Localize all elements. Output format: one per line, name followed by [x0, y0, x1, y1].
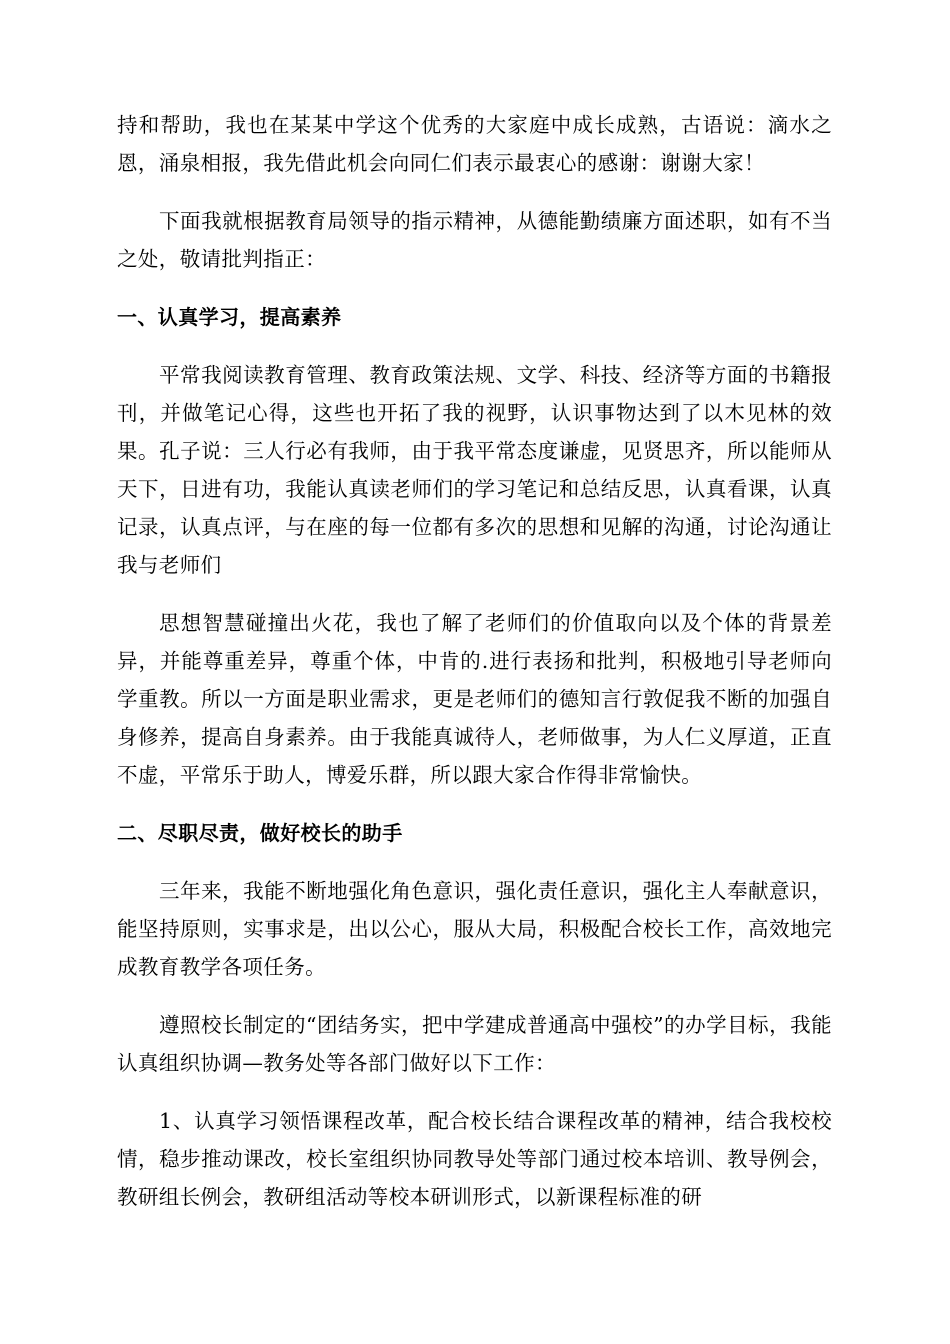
section-heading-1: 一、认真学习，提高素养	[117, 305, 342, 329]
paragraph-duty-1: 三年来，我能不断地强化角色意识，强化责任意识，强化主人奉献意识，能坚持原则，实事求是，出以公心，服从大局，积极配合校长工作，高效地完成教育教学各项任务。	[117, 879, 832, 979]
paragraph-continuation: 持和帮助，我也在某某中学这个优秀的大家庭中成长成熟，古语说：滴水之恩，涌泉相报，我先借此机会向同仁们表示最衷心的感谢：谢谢大家！	[117, 113, 832, 175]
paragraph-duty-2: 遵照校长制定的“团结务实，把中学建成普通高中强校”的办学目标，我能认真组织协调—教务处等各部门做好以下工作：	[117, 1013, 832, 1075]
paragraph-intro: 下面我就根据教育局领导的指示精神，从德能勤绩廉方面述职，如有不当之处，敬请批判指正：	[117, 209, 832, 271]
section-heading-2: 二、尽职尽责，做好校长的助手	[117, 821, 403, 845]
paragraph-study-1: 平常我阅读教育管理、教育政策法规、文学、科技、经济等方面的书籍报刊，并做笔记心得，这些也开拓了我的视野，认识事物达到了以木见林的效果。孔子说：三人行必有我师，由于我平常态度谦虚，见贤思齐，所以能师从天下，日进有功，我能认真读老师们的学习笔记和总结反思，认真看课，认真记录，认真点评，与在座的每一位都有多次的思想和见解的沟通，讨论沟通让我与老师们	[117, 363, 832, 577]
paragraph-duty-3: 1、认真学习领悟课程改革，配合校长结合课程改革的精神，结合我校校情，稳步推动课改，校长室组织协同教导处等部门通过校本培训、教导例会，教研组长例会，教研组活动等校本研训形式，以新课程标准的研	[117, 1109, 832, 1209]
document-body	[117, 106, 832, 1236]
paragraph-study-2: 思想智慧碰撞出火花，我也了解了老师们的价值取向以及个体的背景差异，并能尊重差异，尊重个体，中肯的.进行表扬和批判，积极地引导老师向学重教。所以一方面是职业需求，更是老师们的德知言行敦促我不断的加强自身修养，提高自身素养。由于我能真诚待人，老师做事，为人仁义厚道，正直不虚，平常乐于助人，博爱乐群，所以跟大家合作得非常愉快。	[117, 611, 832, 787]
